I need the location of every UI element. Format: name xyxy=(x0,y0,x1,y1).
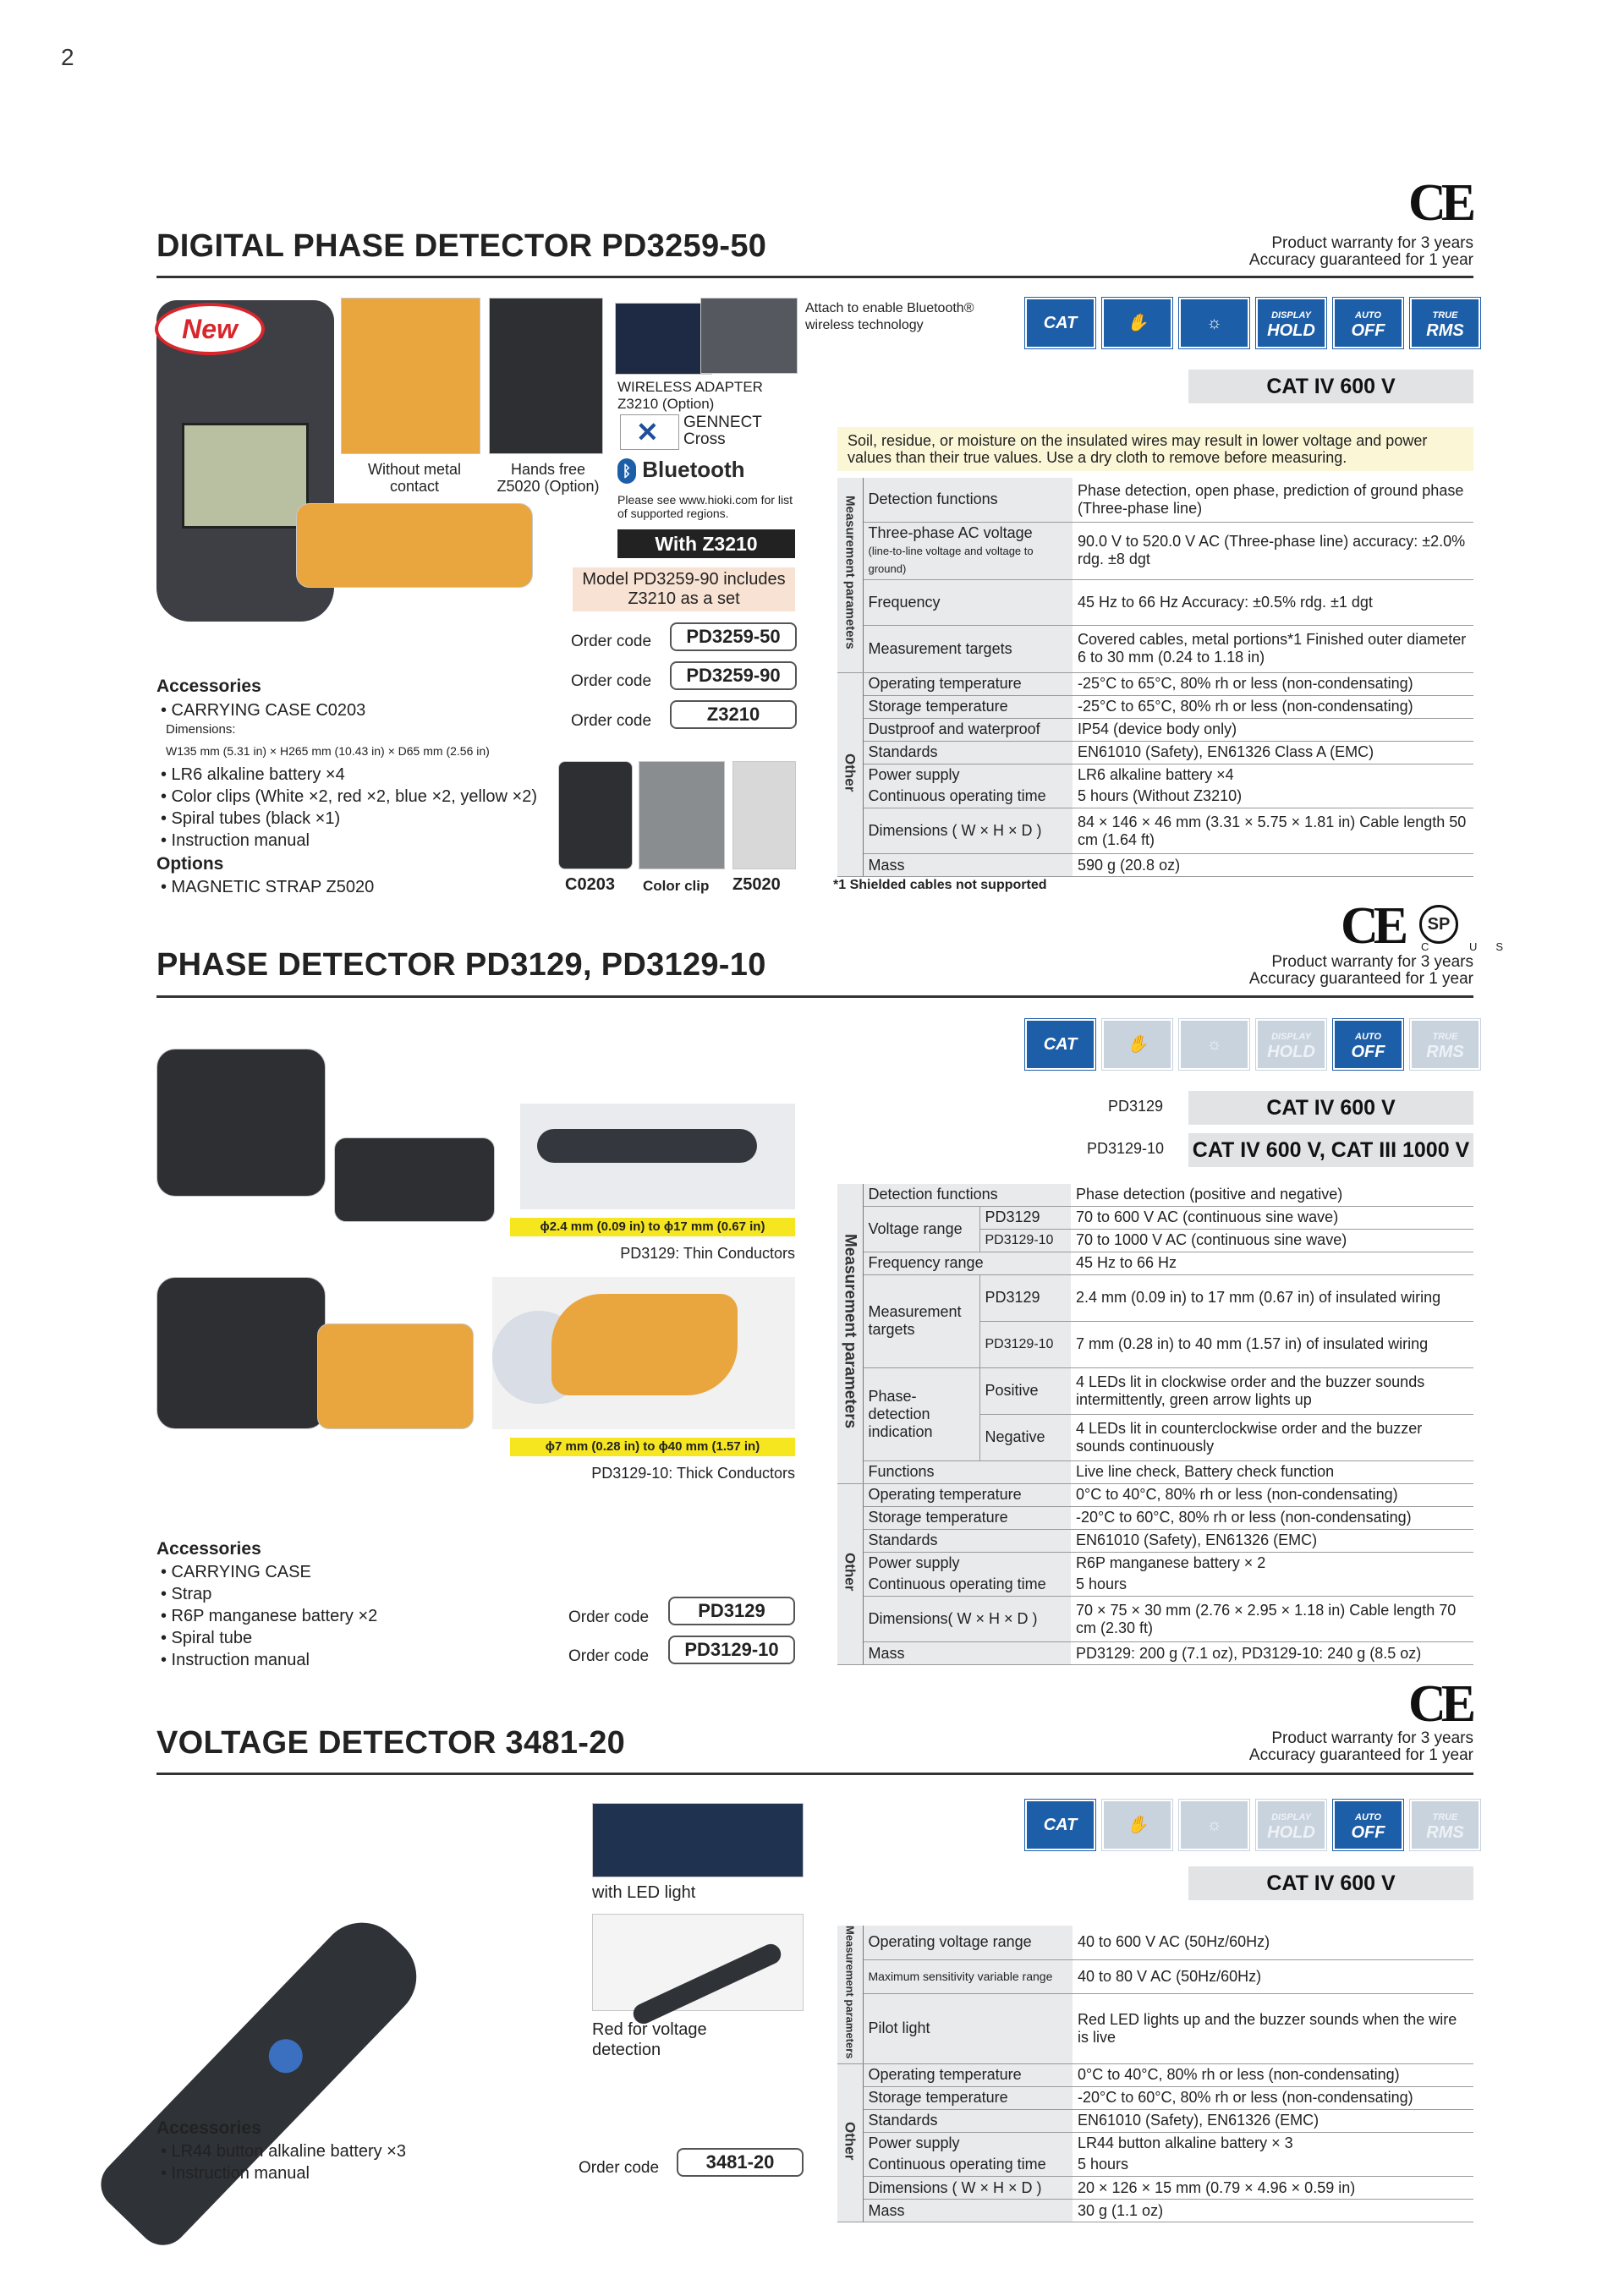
icon-label: DISPLAY xyxy=(1271,1812,1311,1822)
spec-value: 40 to 600 V AC (50Hz/60Hz) xyxy=(1073,1926,1473,1959)
warranty-text xyxy=(1249,1730,1473,1764)
icon-label: TRUE xyxy=(1432,1032,1458,1042)
spec-label: Mass xyxy=(863,2200,1073,2222)
side-label xyxy=(837,1483,863,1665)
list-item: • LR44 button alkaline battery ×3 xyxy=(161,2142,406,2161)
caption-adapter: WIRELESS ADAPTER Z3210 (Option) xyxy=(617,379,763,412)
spec-label: Detection functions xyxy=(863,1184,1071,1206)
list-item: • R6P manganese battery ×2 xyxy=(161,1607,378,1625)
light-icon: ☼ xyxy=(1179,298,1249,348)
side-label xyxy=(837,2063,863,2222)
spec-label: Functions xyxy=(863,1460,1071,1483)
spec-label: Frequency range xyxy=(863,1252,1071,1274)
list-item: • Spiral tubes (black ×1) xyxy=(161,809,341,828)
warranty-text xyxy=(1249,954,1473,988)
spec-label xyxy=(863,522,1073,579)
list-item: • LR6 alkaline battery ×4 xyxy=(161,765,345,784)
icon-label: OFF xyxy=(1351,1043,1385,1061)
ce-mark: CE xyxy=(1341,897,1404,955)
led-light-photo xyxy=(592,1803,804,1877)
spec-label-sub: (line-to-line voltage and voltage to ground) xyxy=(868,544,1034,575)
order-code-pd3129-10: PD3129-10 xyxy=(668,1636,795,1664)
caption-z5020: Z5020 xyxy=(732,875,781,894)
side-label xyxy=(837,478,863,672)
spec-value: 5 hours (Without Z3210) xyxy=(1073,786,1473,808)
true-rms-icon xyxy=(1410,1019,1480,1070)
spec-value: 4 LEDs lit in counterclockwise order and the buzzer sounds continuously xyxy=(1071,1414,1473,1460)
thick-range-caption: ϕ7 mm (0.28 in) to ϕ40 mm (1.57 in) xyxy=(510,1438,795,1456)
clips-photo xyxy=(296,503,533,588)
spec-value: 2.4 mm (0.09 in) to 17 mm (0.67 in) of insulated wiring xyxy=(1071,1274,1473,1321)
cat-rating: CAT IV 600 V xyxy=(1188,1866,1473,1900)
order-code-pd3259-90: PD3259-90 xyxy=(670,661,797,690)
thick-clamp-photo xyxy=(492,1277,795,1429)
adapter-photo xyxy=(615,303,712,375)
order-code-label: Order code xyxy=(571,672,652,690)
order-code-pd3129: PD3129 xyxy=(668,1597,795,1625)
ce-mark: CE xyxy=(1408,1675,1472,1733)
side-label xyxy=(837,672,863,877)
spec-value: 4 LEDs lit in clockwise order and the buzzer sounds intermittently, green arrow lights up xyxy=(1071,1367,1473,1414)
spec-value: R6P manganese battery × 2 xyxy=(1071,1552,1473,1574)
cat-rating: CAT IV 600 V, CAT III 1000 V xyxy=(1188,1133,1473,1167)
spec-sublabel: PD3129-10 xyxy=(979,1229,1071,1252)
spec-label: Operating temperature xyxy=(863,2063,1073,2086)
order-code-pd3259-50: PD3259-50 xyxy=(670,622,797,651)
gennect-label: GENNECT Cross xyxy=(683,414,762,448)
thin-clamp-photo xyxy=(520,1104,795,1209)
warranty-line: Accuracy guaranteed for 1 year xyxy=(1248,970,1473,988)
spec-sublabel: Negative xyxy=(979,1414,1071,1460)
spec-value: LR44 button alkaline battery × 3 xyxy=(1073,2132,1473,2154)
spec-value: 45 Hz to 66 Hz Accuracy: ±0.5% rdg. ±1 dgt xyxy=(1073,579,1473,625)
spec-label: Dimensions( W × H × D ) xyxy=(863,1597,1071,1642)
icon-label: HOLD xyxy=(1267,1043,1315,1061)
spec-label: Standards xyxy=(863,2109,1073,2132)
spec-label: Operating voltage range xyxy=(863,1926,1073,1959)
order-code-label: Order code xyxy=(571,633,652,650)
spec-value: 5 hours xyxy=(1073,2154,1473,2177)
spec-value: 90.0 V to 520.0 V AC (Three-phase line) accuracy: ±2.0% rdg. ±8 dgt xyxy=(1073,522,1473,579)
caption-without-contact: Without metal contact xyxy=(367,461,462,495)
caption-handsfree: Hands free Z5020 (Option) xyxy=(497,461,600,495)
caption-color-clip: Color clip xyxy=(643,878,710,894)
list-item: W135 mm (5.31 in) × H265 mm (10.43 in) × D65 mm (2.56 in) xyxy=(166,744,490,758)
spec-label: Frequency xyxy=(863,579,1073,625)
accessories-list xyxy=(161,2140,406,2184)
list-item: • Instruction manual xyxy=(161,831,310,850)
auto-off-icon xyxy=(1333,1800,1403,1850)
side-label xyxy=(837,1926,863,2063)
icon-label: AUTO xyxy=(1355,1812,1381,1822)
icon-label: HOLD xyxy=(1267,1823,1315,1842)
spec-label: Storage temperature xyxy=(863,1506,1071,1529)
auto-off-icon xyxy=(1333,298,1403,348)
list-item: • Instruction manual xyxy=(161,2164,310,2183)
icon-label: TRUE xyxy=(1432,1812,1458,1822)
auto-off-icon xyxy=(1333,1019,1403,1070)
spec-label: Mass xyxy=(863,1642,1071,1665)
spec-label: Standards xyxy=(863,741,1073,764)
spec-label: Continuous operating time xyxy=(863,1574,1071,1597)
lcd-display xyxy=(182,423,309,529)
spec-label: Dustproof and waterproof xyxy=(863,718,1073,741)
list-item: • Color clips (White ×2, red ×2, blue ×2, yellow ×2) xyxy=(161,787,537,806)
side-label-text: Other xyxy=(842,1553,859,1592)
ce-mark: CE xyxy=(1408,174,1472,232)
options-item: • MAGNETIC STRAP Z5020 xyxy=(161,878,375,896)
spec-label: Continuous operating time xyxy=(863,786,1073,808)
side-label-text: Other xyxy=(842,2121,859,2160)
icon-label: OFF xyxy=(1351,321,1385,340)
cat-icon xyxy=(1025,1019,1095,1070)
spec-label: Storage temperature xyxy=(863,2086,1073,2109)
pd3129-device-photo xyxy=(156,1049,326,1197)
spec-sublabel: PD3129-10 xyxy=(979,1321,1071,1367)
spec-label: Dimensions ( W × H × D ) xyxy=(863,808,1073,854)
true-rms-icon xyxy=(1410,1800,1480,1850)
magnetic-strap-photo xyxy=(732,761,796,869)
display-hold-icon xyxy=(1256,1019,1326,1070)
icon-label: CAT xyxy=(1043,1816,1078,1834)
spec-value: -20°C to 60°C, 80% rh or less (non-condensating) xyxy=(1071,1506,1473,1529)
spec-label: Mass xyxy=(863,854,1073,877)
side-label-text: Measurement parameters xyxy=(842,496,858,650)
adapter-hand-photo xyxy=(700,298,798,374)
cat-rating: CAT IV 600 V xyxy=(1188,1091,1473,1125)
spec-value: PD3129: 200 g (7.1 oz), PD3129-10: 240 g (8.5 oz) xyxy=(1071,1642,1473,1665)
new-badge: New xyxy=(155,303,265,355)
spec-value: 45 Hz to 66 Hz xyxy=(1071,1252,1473,1274)
accessories-heading: Accessories xyxy=(156,677,261,696)
display-hold-icon xyxy=(1256,1800,1326,1850)
spec-value: 70 to 600 V AC (continuous sine wave) xyxy=(1071,1206,1473,1229)
spec-sublabel: Positive xyxy=(979,1367,1071,1414)
spec-value: EN61010 (Safety), EN61326 (EMC) xyxy=(1071,1529,1473,1552)
spec-value: LR6 alkaline battery ×4 xyxy=(1073,764,1473,786)
accessories-heading: Accessories xyxy=(156,1539,261,1559)
spec-label: Operating temperature xyxy=(863,1483,1071,1506)
spec-value: 30 g (1.1 oz) xyxy=(1073,2200,1473,2222)
voltage-detector-photo xyxy=(91,1905,434,2255)
pd3129-clips-photo xyxy=(334,1137,495,1222)
spec-table xyxy=(837,1926,1473,2222)
icon-label: HOLD xyxy=(1267,321,1315,340)
spec-value: EN61010 (Safety), EN61326 (EMC) xyxy=(1073,2109,1473,2132)
light-icon: ☼ xyxy=(1179,1800,1249,1850)
order-code-3481-20: 3481-20 xyxy=(677,2148,804,2177)
section-title: VOLTAGE DETECTOR 3481-20 xyxy=(156,1725,626,1761)
order-code-label: Order code xyxy=(568,1647,650,1665)
spec-value: -25°C to 65°C, 80% rh or less (non-condensating) xyxy=(1073,672,1473,695)
order-code-label: Order code xyxy=(579,2159,660,2177)
thin-conductors-caption: PD3129: Thin Conductors xyxy=(620,1245,795,1262)
led-light-caption: with LED light xyxy=(592,1883,696,1902)
spec-value: 0°C to 40°C, 80% rh or less (non-condensating) xyxy=(1071,1483,1473,1506)
spec-label: Storage temperature xyxy=(863,695,1073,718)
red-detection-caption: Red for voltage detection xyxy=(592,2020,707,2059)
spec-value: EN61010 (Safety), EN61326 Class A (EMC) xyxy=(1073,741,1473,764)
thick-conductors-caption: PD3129-10: Thick Conductors xyxy=(591,1465,795,1482)
handsfree-photo xyxy=(489,298,603,454)
section-title: PHASE DETECTOR PD3129, PD3129-10 xyxy=(156,947,766,983)
caption-please-see: Please see www.hioki.com for list of supported regions. xyxy=(617,493,793,520)
order-code-label: Order code xyxy=(568,1608,650,1626)
section-title: DIGITAL PHASE DETECTOR PD3259-50 xyxy=(156,228,767,264)
gennect-logo-icon: ✕ xyxy=(620,414,679,450)
spec-value: IP54 (device body only) xyxy=(1073,718,1473,741)
model-label: PD3129-10 xyxy=(1087,1140,1165,1157)
clip-photo xyxy=(341,298,480,454)
bluetooth-logo-icon: ᛒ Bluetooth xyxy=(617,457,745,485)
section-rule xyxy=(156,1773,1473,1775)
warranty-line: Product warranty for 3 years xyxy=(1271,234,1473,252)
light-icon: ☼ xyxy=(1179,1019,1249,1070)
section-rule xyxy=(156,276,1473,278)
warranty-line: Accuracy guaranteed for 1 year xyxy=(1248,1746,1473,1764)
accessories-list xyxy=(161,1561,377,1671)
model-label: PD3129 xyxy=(1108,1098,1164,1115)
icon-label: AUTO xyxy=(1355,310,1381,321)
spec-value: Covered cables, metal portions*1 Finished outer diameter 6 to 30 mm (0.24 to 1.18 in) xyxy=(1073,625,1473,672)
warranty-line: Accuracy guaranteed for 1 year xyxy=(1248,251,1473,269)
spec-value: Red LED lights up and the buzzer sounds when the wire is live xyxy=(1073,1994,1473,2063)
spec-table xyxy=(837,478,1473,877)
spec-label: Dimensions ( W × H × D ) xyxy=(863,2177,1073,2200)
spec-label: Pilot light xyxy=(863,1994,1073,2063)
spec-label: Continuous operating time xyxy=(863,2154,1073,2177)
section-rule xyxy=(156,995,1473,998)
spec-label: Measurement targets xyxy=(863,1274,979,1367)
spec-table xyxy=(837,1184,1473,1665)
icon-label: AUTO xyxy=(1355,1032,1381,1042)
feature-icons xyxy=(1025,1019,1480,1070)
footnote: *1 Shielded cables not supported xyxy=(833,878,1047,892)
side-label-text: Measurement parameters xyxy=(843,1926,857,2059)
carrying-case-photo xyxy=(558,761,633,869)
warranty-line: Product warranty for 3 years xyxy=(1271,953,1473,971)
spec-value: Live line check, Battery check function xyxy=(1071,1460,1473,1483)
warranty-text xyxy=(1249,235,1473,269)
spec-value: 590 g (20.8 oz) xyxy=(1073,854,1473,877)
list-item: • Strap xyxy=(161,1585,212,1603)
spec-label: Maximum sensitivity variable range xyxy=(863,1959,1073,1993)
hand-icon: ✋ xyxy=(1102,1019,1172,1070)
spec-value: 5 hours xyxy=(1071,1574,1473,1597)
warranty-line: Product warranty for 3 years xyxy=(1271,1729,1473,1747)
model-note: Model PD3259-90 includes Z3210 as a set xyxy=(573,567,795,611)
list-item: • Instruction manual xyxy=(161,1651,310,1669)
pd3129-10-device-photo xyxy=(156,1277,326,1429)
spec-sublabel: PD3129 xyxy=(979,1206,1071,1229)
spec-value: Phase detection (positive and negative) xyxy=(1071,1184,1473,1206)
spec-sublabel: PD3129 xyxy=(979,1274,1071,1321)
cat-rating: CAT IV 600 V xyxy=(1188,370,1473,403)
options-heading: Options xyxy=(156,854,224,874)
icon-label: DISPLAY xyxy=(1271,1032,1311,1042)
side-label-text: Measurement parameters xyxy=(841,1234,859,1429)
spec-label: Power supply xyxy=(863,764,1073,786)
list-item: • CARRYING CASE C0203 xyxy=(161,701,366,720)
bluetooth-label: Bluetooth xyxy=(642,457,745,482)
spec-label-text: Three-phase AC voltage xyxy=(868,523,1033,541)
csa-mark-icon: SP xyxy=(1419,905,1458,944)
spec-label: Phase-detection indication xyxy=(863,1367,979,1460)
with-z3210-bar: With Z3210 xyxy=(617,529,795,558)
spec-value: -20°C to 60°C, 80% rh or less (non-condensating) xyxy=(1073,2086,1473,2109)
icon-label: CAT xyxy=(1043,314,1078,332)
spec-label: Power supply xyxy=(863,2132,1073,2154)
list-item: Dimensions: xyxy=(166,722,236,737)
spec-value: 0°C to 40°C, 80% rh or less (non-condensating) xyxy=(1073,2063,1473,2086)
spec-label: Power supply xyxy=(863,1552,1071,1574)
cat-icon xyxy=(1025,298,1095,348)
warning-note: Soil, residue, or moisture on the insulated wires may result in lower voltage and power values than their true values. Use a dry cloth to remove before measuring. xyxy=(837,427,1473,471)
accessories-list xyxy=(161,699,567,852)
true-rms-icon xyxy=(1410,298,1480,348)
spec-value: 84 × 146 × 46 mm (3.31 × 5.75 × 1.81 in) Cable length 50 cm (1.64 ft) xyxy=(1073,808,1473,854)
thin-range-caption: ϕ2.4 mm (0.09 in) to ϕ17 mm (0.67 in) xyxy=(510,1218,795,1236)
spec-value: 7 mm (0.28 in) to 40 mm (1.57 in) of insulated wiring xyxy=(1071,1321,1473,1367)
spec-value: 20 × 126 × 15 mm (0.79 × 4.96 × 0.59 in) xyxy=(1073,2177,1473,2200)
spec-value: Phase detection, open phase, prediction of ground phase (Three-phase line) xyxy=(1073,478,1473,522)
spec-label: Measurement targets xyxy=(863,625,1073,672)
feature-icons xyxy=(1025,298,1480,348)
hand-icon: ✋ xyxy=(1102,1800,1172,1850)
side-label-text: Other xyxy=(842,753,859,792)
spec-value: 40 to 80 V AC (50Hz/60Hz) xyxy=(1073,1959,1473,1993)
red-detection-photo xyxy=(592,1914,804,2011)
spec-label: Standards xyxy=(863,1529,1071,1552)
display-hold-icon xyxy=(1256,298,1326,348)
icon-label: RMS xyxy=(1426,1043,1464,1061)
list-item: • CARRYING CASE xyxy=(161,1563,311,1581)
spec-value: 70 × 75 × 30 mm (2.76 × 2.95 × 1.18 in) Cable length 70 cm (2.30 ft) xyxy=(1071,1597,1473,1642)
icon-label: DISPLAY xyxy=(1271,310,1311,321)
hand-icon: ✋ xyxy=(1102,298,1172,348)
spec-label: Detection functions xyxy=(863,478,1073,522)
icon-label: RMS xyxy=(1426,1823,1464,1842)
icon-label: CAT xyxy=(1043,1035,1078,1054)
spec-value: 70 to 1000 V AC (continuous sine wave) xyxy=(1071,1229,1473,1252)
cat-icon xyxy=(1025,1800,1095,1850)
color-clip-photo xyxy=(639,761,725,869)
list-item: • Spiral tube xyxy=(161,1629,253,1647)
caption-c0203: C0203 xyxy=(565,875,615,894)
csa-label: C US xyxy=(1421,940,1522,953)
icon-label: RMS xyxy=(1426,321,1464,340)
pd3129-10-clips-photo xyxy=(317,1323,474,1429)
caption-attach: Attach to enable Bluetooth® wireless technology xyxy=(805,301,974,332)
accessories-heading: Accessories xyxy=(156,2118,261,2138)
spec-label: Voltage range xyxy=(863,1206,979,1252)
order-code-label: Order code xyxy=(571,712,652,730)
order-code-z3210: Z3210 xyxy=(670,700,797,729)
spec-label: Operating temperature xyxy=(863,672,1073,695)
feature-icons xyxy=(1025,1800,1480,1850)
spec-value: -25°C to 65°C, 80% rh or less (non-condensating) xyxy=(1073,695,1473,718)
page-number: 2 xyxy=(61,44,74,70)
side-label xyxy=(837,1184,863,1483)
icon-label: OFF xyxy=(1351,1823,1385,1842)
icon-label: TRUE xyxy=(1432,310,1458,321)
